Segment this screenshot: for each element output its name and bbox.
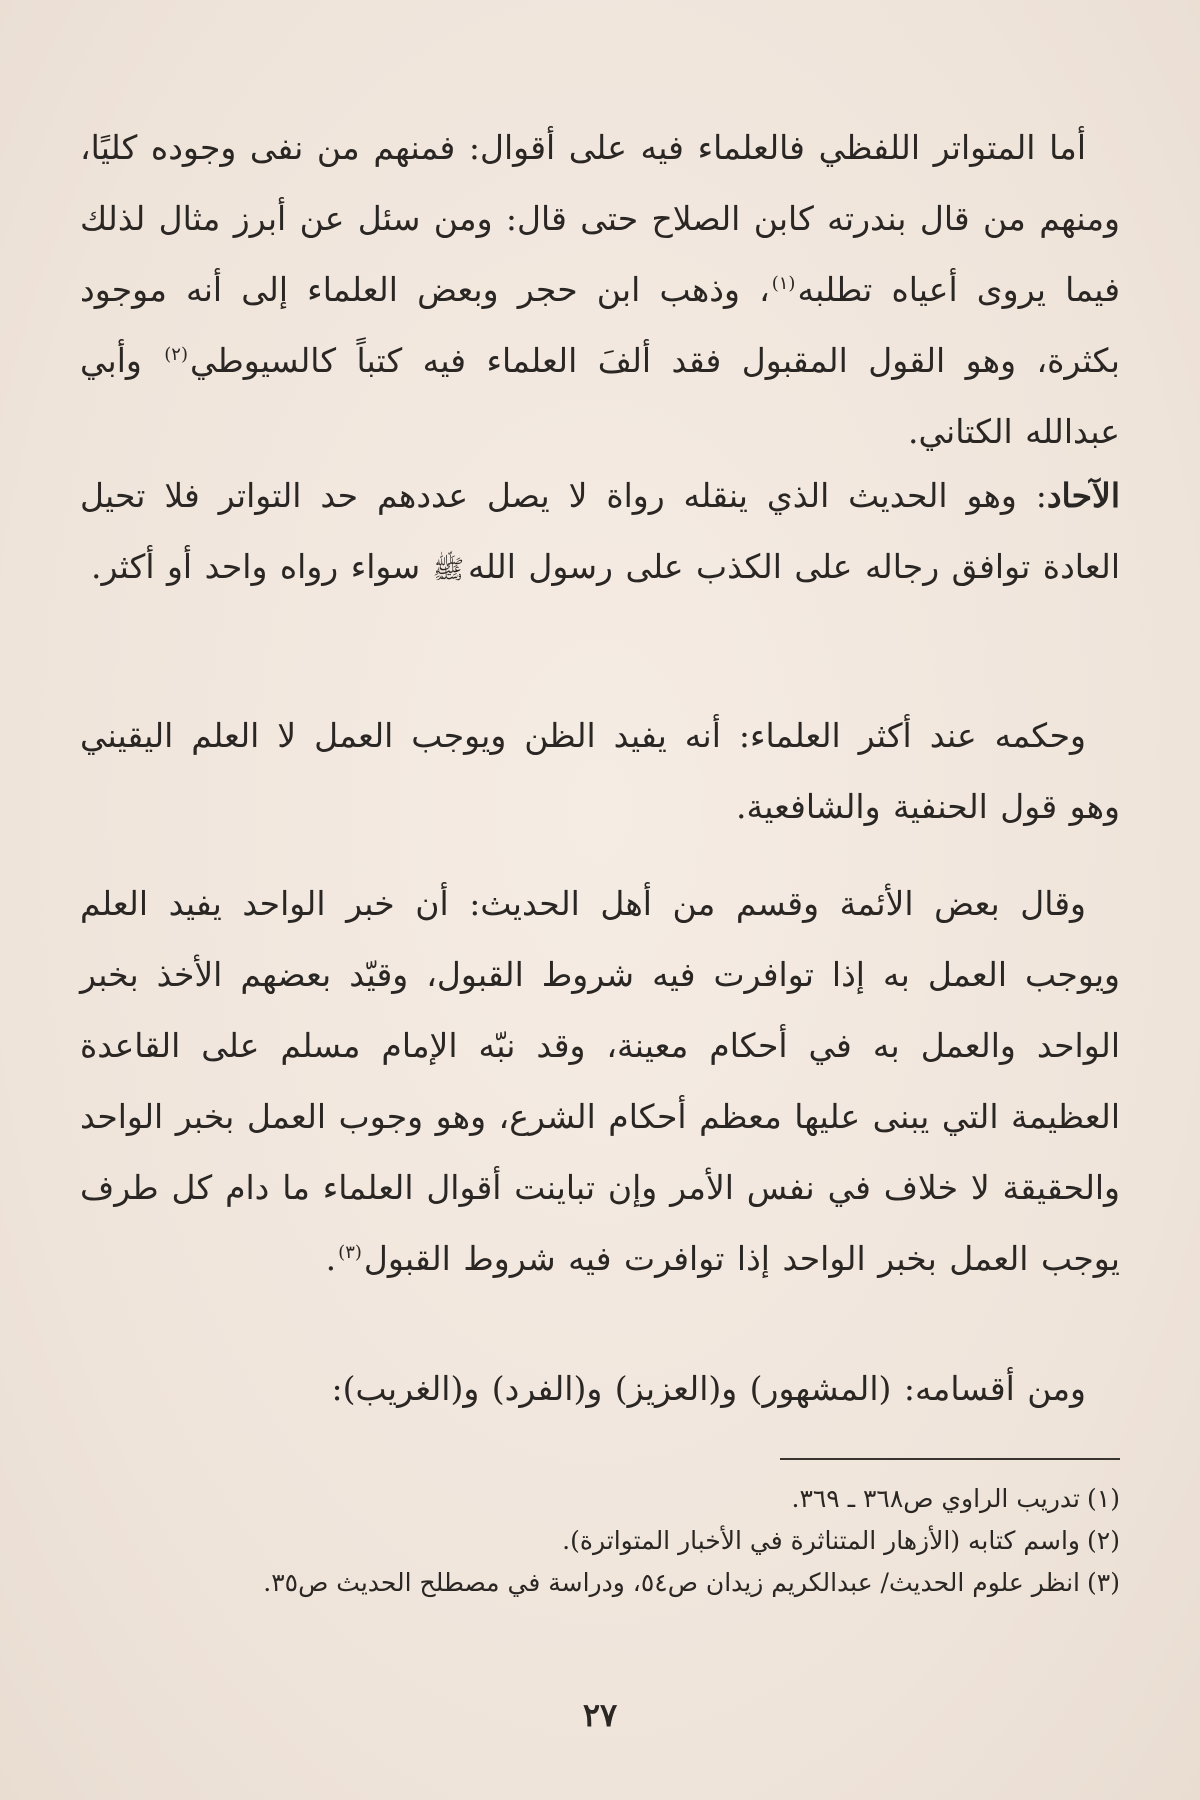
footnote-number: (١)	[1087, 1484, 1120, 1513]
paragraph-text: سواء رواه واحد أو أكثر.	[90, 547, 433, 586]
paragraph-divisions	[80, 1353, 1120, 1424]
paragraph-text: : وهو الحديث الذي ينقله رواة لا يصل عددهم حد التواتر فلا تحيل العادة توافق رجاله على الكذب على رسول الله	[80, 476, 1120, 586]
footnote-text: انظر علوم الحديث/ عبدالكريم زيدان ص٥٤، ودراسة في مصطلح الحديث ص٣٥.	[263, 1568, 1080, 1597]
paragraph-text: ومن أقسامه: (المشهور) و(العزيز) و(الفرد) و(الغريب):	[331, 1369, 1086, 1408]
paragraph-ahad-ruling	[80, 700, 1120, 842]
page-number: ٢٧	[582, 1696, 618, 1734]
footnote-item	[80, 1520, 1120, 1562]
footnote-item	[80, 1562, 1120, 1604]
footnote-ref-3: (٣)	[338, 1242, 362, 1263]
footnotes	[80, 1478, 1120, 1604]
salutation-glyph: ﷺ	[432, 555, 465, 585]
paragraph-text: ، وذهب ابن حجر وبعض العلماء إلى أنه موجود بكثرة، وهو القول المقبول فقد ألفَ العلماء فيه كتباً كالسيوطي	[80, 270, 1120, 380]
paragraph-text: أما المتواتر اللفظي فالعلماء فيه على أقوال: فمنهم من نفى وجوده كليًا، ومنهم من قال بندرته كابن الصلاح حتى قال: ومن سئل عن أبرز مثال لذلك فيما يروى أعياه تطلبه	[80, 128, 1120, 309]
paragraph-mutawatir-lafzi	[80, 112, 1120, 467]
footnote-text: تدريب الراوي ص٣٦٨ ـ ٣٦٩.	[791, 1484, 1080, 1513]
paragraph-text: وقال بعض الأئمة وقسم من أهل الحديث: أن خبر الواحد يفيد العلم ويوجب العمل به إذا توافرت فيه شروط القبول، وقيّد بعضهم الأخذ بخبر الواحد والعمل به في أحكام معينة، وقد نبّه الإمام مسلم على القاعدة العظيمة التي يبنى عليها معظم أحكام الشرع، وهو وجوب العمل بخبر الواحد والحقيقة لا خلاف في نفس الأمر وإن تباينت أقوال العلماء ما دام كل طرف يوجب العمل بخبر الواحد إذا توافرت فيه شروط القبول	[80, 884, 1120, 1278]
paragraph-text: وحكمه عند أكثر العلماء: أنه يفيد الظن ويوجب العمل لا العلم اليقيني وهو قول الحنفية والشافعية.	[80, 716, 1120, 826]
footnote-separator	[780, 1458, 1120, 1460]
footnote-ref-2: (٢)	[164, 344, 188, 365]
footnote-ref-1: (١)	[771, 273, 796, 294]
paragraph-text: .	[325, 1239, 337, 1278]
paragraph-khabar-wahid	[80, 868, 1120, 1294]
footnote-item	[80, 1478, 1120, 1520]
paragraph-text: وأبي عبدالله الكتاني.	[80, 341, 1120, 451]
term-ahad: الآحاد	[1046, 476, 1120, 515]
footnote-number: (٣)	[1087, 1568, 1120, 1597]
footnote-number: (٢)	[1087, 1526, 1120, 1555]
paragraph-ahad-definition	[80, 460, 1120, 606]
footnote-text: واسم كتابه (الأزهار المتناثرة في الأخبار المتواترة).	[562, 1526, 1080, 1555]
